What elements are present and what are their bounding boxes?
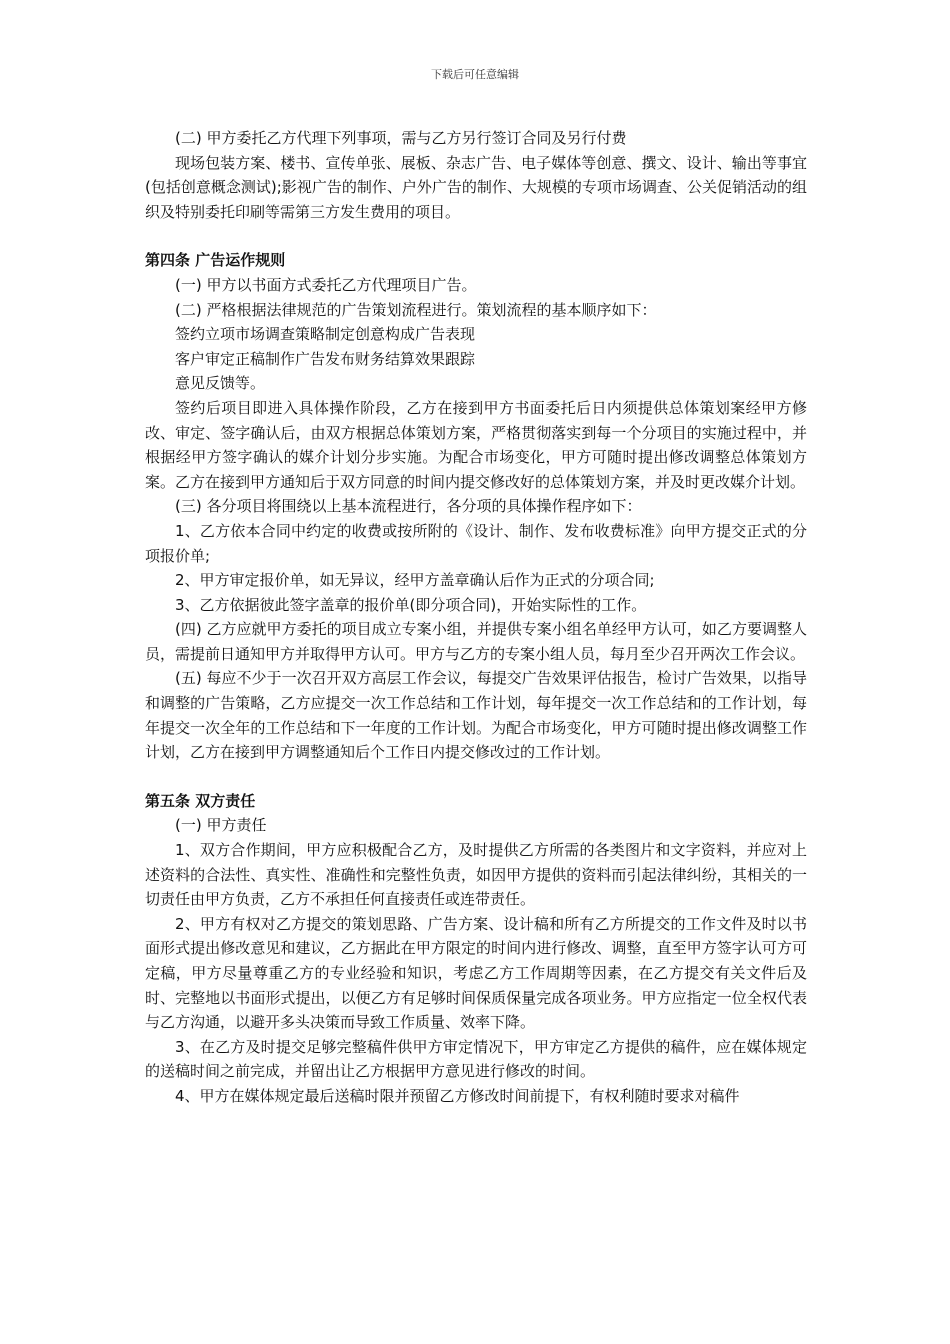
flow-line: 意见反馈等。 xyxy=(175,374,266,393)
paragraph: (五) 每应不少于一次召开双方高层工作会议，每提交广告效果评估报告，检讨广告效果，以指导和调整的广告策略，乙方应提交一次工作总结和工作计划，每年提交一次工作总结和的工作计划，每年提交一次全年的工作总结和下一年度的工作计划。为配合市场变化，甲方可随时提出修改调整工作计划，乙方在接到甲方调整通知后个工作日内提交修改过的工作计划。 xyxy=(145,669,807,762)
paragraph: 现场包装方案、楼书、宣传单张、展板、杂志广告、电子媒体等创意、撰文、设计、输出等事宜(包括创意概念测试);影视广告的制作、户外广告的制作、大规模的专项市场调查、公关促销活动的组织及特别委托印刷等需第三方发生费用的项目。 xyxy=(145,153,807,221)
paragraph: 3、在乙方及时提交足够完整稿件供甲方审定情况下，甲方审定乙方提供的稿件，应在媒体规定的送稿时间之前完成，并留出让乙方根据甲方意见进行修改的时间。 xyxy=(145,1037,807,1081)
paragraph: 4、甲方在媒体规定最后送稿时限并预留乙方修改时间前提下，有权利随时要求对稿件 xyxy=(175,1086,740,1105)
paragraph: (四) 乙方应就甲方委托的项目成立专案小组，并提供专案小组名单经甲方认可，如乙方要调整人员，需提前日通知甲方并取得甲方认可。甲方与乙方的专案小组人员，每月至少召开两次工作会议。 xyxy=(145,620,807,663)
paragraph: 2、甲方有权对乙方提交的策划思路、广告方案、设计稿和所有乙方所提交的工作文件及时以书面形式提出修改意见和建议，乙方据此在甲方限定的时间内进行修改、调整，直至甲方签字认可方可定稿，甲方尽量尊重乙方的专业经验和知识，考虑乙方工作周期等因素，在乙方提交有关文件后及时、完整地以书面形式提出，以便乙方有足够时间保质保量完成各项业务。甲方应指定一位全权代表与乙方沟通，以避开多头决策而导致工作质量、效率下降。 xyxy=(145,914,807,1032)
paragraph: (一) 甲方以书面方式委托乙方代理项目广告。 xyxy=(175,275,477,294)
paragraph: (三) 各分项目将围绕以上基本流程进行，各分项的具体操作程序如下： xyxy=(175,497,642,516)
flow-line: 客户审定正稿制作广告发布财务结算效果跟踪 xyxy=(175,349,476,368)
paragraph: (一) 甲方责任 xyxy=(175,816,267,835)
paragraph: 1、双方合作期间，甲方应积极配合乙方，及时提供乙方所需的各类图片和文字资料，并应对上述资料的合法性、真实性、准确性和完整性负责，如因甲方提供的资料而引起法律纠纷，其相关的一切责任由甲方负责，乙方不承担任何直接责任或连带责任。 xyxy=(145,841,807,909)
section-heading: 第五条 双方责任 xyxy=(145,791,256,810)
paragraph: (二) 严格根据法律规范的广告策划流程进行。策划流程的基本顺序如下： xyxy=(175,300,657,319)
page-header: 下载后可任意编辑 xyxy=(431,68,519,81)
section-gap xyxy=(145,224,807,248)
paragraph: 3、乙方依据彼此签字盖章的报价单(即分项合同)，开始实际性的工作。 xyxy=(175,595,647,614)
paragraph: 2、甲方审定报价单，如无异议，经甲方盖章确认后作为正式的分项合同; xyxy=(175,571,655,590)
paragraph: 1、乙方依本合同中约定的收费或按所附的《设计、制作、发布收费标准》向甲方提交正式的分项报价单; xyxy=(145,521,807,565)
section-gap xyxy=(145,765,807,789)
section-heading: 第四条 广告运作规则 xyxy=(145,251,286,270)
paragraph: 签约后项目即进入具体操作阶段，乙方在接到甲方书面委托后日内须提供总体策划案经甲方修改、审定、签字确认后，由双方根据总体策划方案，严格贯彻落实到每一个分项目的实施过程中，并根据经甲方签字确认的媒介计划分步实施。为配合市场变化，甲方可随时提出修改调整总体策划方案。乙方在接到甲方通知后于双方同意的时间内提交修改好的总体策划方案，并及时更改媒介计划。 xyxy=(145,398,807,491)
flow-line: 签约立项市场调查策略制定创意构成广告表现 xyxy=(175,325,476,344)
paragraph: (二) 甲方委托乙方代理下列事项，需与乙方另行签订合同及另行付费 xyxy=(175,129,627,147)
document-body xyxy=(145,126,807,1109)
